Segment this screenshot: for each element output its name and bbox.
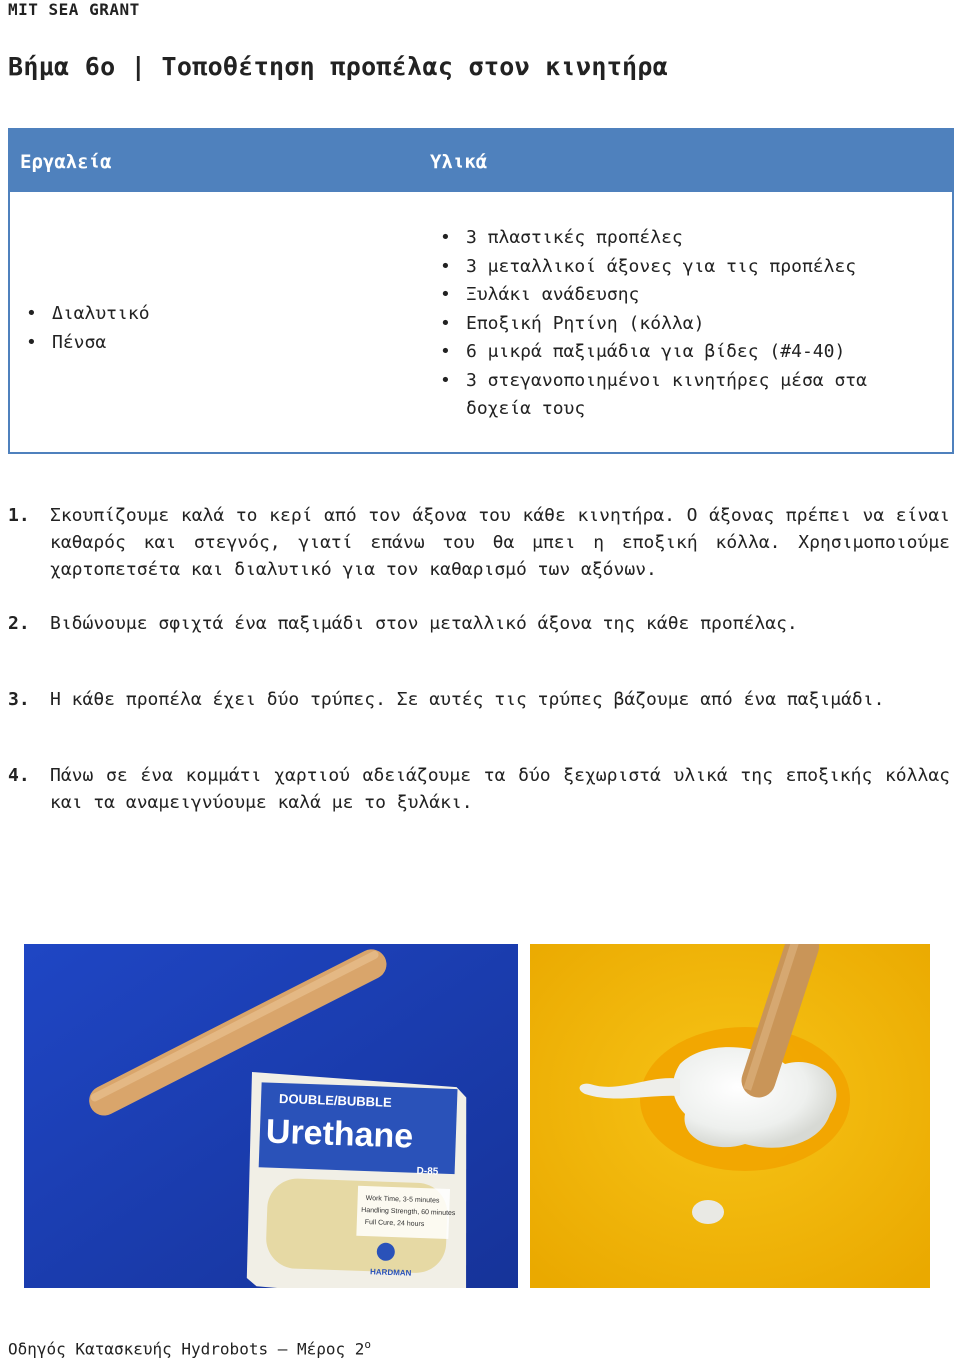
- packet-code: D-85: [416, 1165, 439, 1178]
- instruction-steps: [8, 502, 950, 816]
- packet-info-line: Handling Strength, 60 minutes: [361, 1206, 456, 1218]
- step-text: Πάνω σε ένα κομμάτι χαρτιού αδειάζουμε τα δύο ξεχωριστά υλικά της εποξικής κόλλας και τα αναμειγνύουμε καλά με το ξυλάκι.: [50, 765, 950, 813]
- photo-epoxy-packet-illustration: [24, 944, 518, 1288]
- page-footer: [8, 1338, 371, 1358]
- brand-header: MIT SEA GRANT: [8, 0, 140, 19]
- list-item: • 6 μικρά παξιμάδια για βίδες (#4-40): [436, 338, 936, 367]
- packet-info-line: Work Time, 3-5 minutes: [365, 1195, 440, 1205]
- list-item: • Ξυλάκι ανάδευσης: [436, 281, 936, 310]
- list-item: • Εποξική Ρητίνη (κόλλα): [436, 310, 936, 339]
- step-number: 2.: [8, 613, 30, 634]
- list-item: • Διαλυτικό: [22, 300, 150, 329]
- packet-info-line: Full Cure, 24 hours: [364, 1219, 425, 1229]
- step-number: 3.: [8, 689, 30, 710]
- photo-epoxy-packet: [24, 944, 518, 1288]
- step-item: [8, 502, 950, 583]
- tools-header: Εργαλεία: [20, 151, 112, 173]
- step-text: Η κάθε προπέλα έχει δύο τρύπες. Σε αυτές τις τρύπες βάζουμε από ένα παξιμάδι.: [50, 689, 885, 710]
- step-item: [8, 686, 950, 713]
- step-text: Σκουπίζουμε καλά το κερί από τον άξονα του κάθε κινητήρα. Ο άξονας πρέπει να είναι καθαρός και στεγνός, γιατί επάνω του θα μπει η εποξική κόλλα. Χρησιμοποιούμε χαρτοπετσέτα και διαλυτικό για τον καθαρισμό των αξόνων.: [50, 505, 950, 580]
- list-item: • 3 στεγανοποιημένοι κινητήρες μέσα στα δοχεία τους: [436, 367, 936, 424]
- materials-list: [436, 224, 936, 424]
- step-text: Βιδώνουμε σφιχτά ένα παξιμάδι στον μεταλλικό άξονα της κάθε προπέλας.: [50, 613, 798, 634]
- list-item: • 3 πλαστικές προπέλες: [436, 224, 936, 253]
- page-title: Βήμα 6ο | Τοποθέτηση προπέλας στον κινητήρα: [8, 52, 669, 81]
- table-header-row: [10, 130, 952, 192]
- list-item: • 3 μεταλλικοί άξονες για τις προπέλες: [436, 253, 936, 282]
- materials-column: [420, 192, 952, 454]
- step-number: 1.: [8, 505, 30, 526]
- footer-superscript: ο: [364, 1338, 372, 1351]
- packet-brand-name: Urethane: [265, 1112, 414, 1156]
- footer-text: Οδηγός Κατασκευής Hydrobots – Μέρος 2: [8, 1339, 365, 1359]
- tools-column: [10, 192, 420, 454]
- tools-list: [22, 300, 150, 357]
- photo-mixing-epoxy: [530, 944, 930, 1288]
- packet-brand-top: DOUBLE/BUBBLE: [278, 1090, 392, 1110]
- step-item: [8, 762, 950, 816]
- list-item: • Πένσα: [22, 329, 150, 358]
- step-item: [8, 610, 950, 637]
- photo-mixing-epoxy-illustration: [530, 944, 930, 1288]
- step-number: 4.: [8, 765, 30, 786]
- packet-maker: HARDMAN: [369, 1267, 412, 1278]
- materials-table: [8, 128, 954, 454]
- materials-header: Υλικά: [430, 151, 488, 173]
